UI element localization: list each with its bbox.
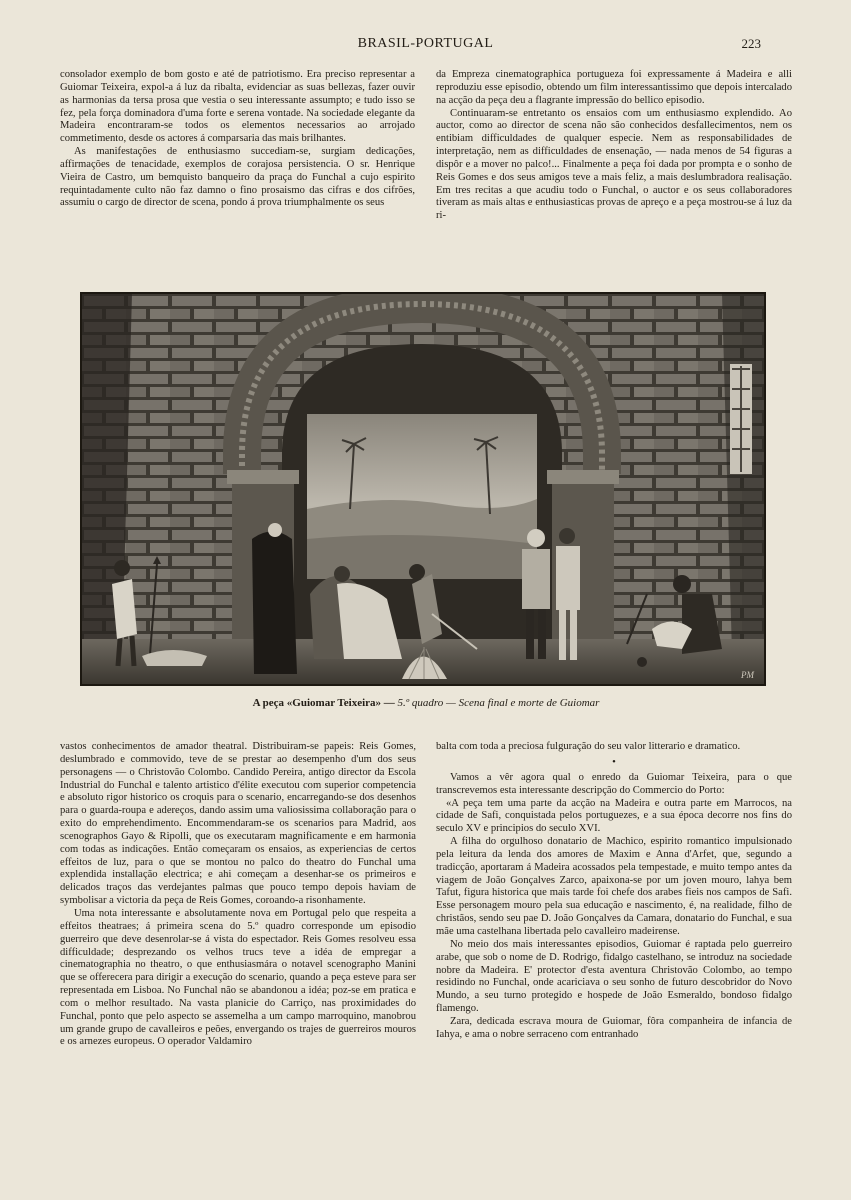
caption-description: 5.º quadro — Scena final e morte de Guiomar — [394, 697, 600, 709]
paragraph: As manifestações de enthusiasmo succediam-se, surgiam dedicações, affirmações de tenacidade, exemplos de corajosa persistencia. O sr. Henrique Vieira de Castro, um bemquisto banqueiro da praça do Funchal a cujo espirito requintadamente culto não faz damno o fino prosaismo das cifras e dos cifrões, assumiu o cargo de director de scena, pondo á prova triumphalmente os seus — [60, 146, 415, 209]
caption-title: A peça «Guiomar Teixeira» — — [252, 697, 395, 709]
paragraph: da Empreza cinematographica portugueza foi expressamente á Madeira e alli reproduziu esse episodio, obtendo um film interessantissimo que depois intercalado na acção da peça deu a flagrante impressão do bellico episodio. — [436, 69, 792, 106]
paragraph: Vamos a vêr agora qual o enredo da Guiomar Teixeira, para o que transcrevemos esta interessante descripção do Commercio do Porto: — [436, 771, 792, 796]
running-title: BRASIL-PORTUGAL — [357, 36, 494, 51]
svg-text:PM: PM — [741, 670, 754, 680]
stage-scene-image — [82, 294, 764, 684]
section-separator: • — [612, 756, 616, 768]
column-bottom-right — [436, 741, 792, 1153]
photo-caption — [60, 697, 792, 709]
page-number: 223 — [741, 36, 761, 51]
paragraph: vastos conhecimentos de amador theatral. Distribuiram-se papeis: Reis Gomes, deslumbrado e commovido, teve de se prestar ao desempenho d'um dos seus personagens — o Christovão Colombo. Candido Pereira, antigo director da Escola Industrial do Funchal e talento artistico d'élite executou com superior competencia e absoluto rigor historico os croquis para o scenario, encarregando-se dos desenhos para o guarda-roupa e adereços, dando assim uma valiosissima collaboração para o exito do emprehendimento. Encommendaram-se os scenarios para Madrid, aos scenographos Gayo & Ripolli, que os executaram magnificamente e em harmonia com todas as indicações. Então começaram os ensaios, as experiencias de certos effeitos de luz, para o que se montou no palco do theatro do Funchal uma explendida installação electrica; e ahi começam a desenhar-se os primeiros e delicados traços das verdejantes palmas que pouco tempo depois haviam de symbolisar a victoria da peça de Reis Gomes, coroando-a risonhamente. — [60, 741, 416, 907]
paragraph: No meio dos mais interessantes episodios, Guiomar é raptada pelo guerreiro arabe, que sob o nome de D. Rodrigo, fidalgo castelhano, se introduz na sociedade nobre da Madeira. E' protector d'esta aventura Christovão Colombo, ao tempo residindo no Funchal, onde acariciava o seu sonho de futuro descobridor do Novo Mundo, a seu turno protegido e hospede de João Esmeraldo, bondoso fidalgo flamengo. — [436, 938, 792, 1015]
column-top-left — [60, 69, 415, 269]
paragraph: Zara, dedicada escrava moura de Guiomar, fôra companheira de infancia de Iahya, e ama o nobre serraceno com entranhado — [436, 1015, 792, 1040]
paragraph: A filha do orgulhoso donatario de Machico, espirito romantico impulsionado pela leitura da lenda dos amores de Maxim e Anna d'Arfet, que, segundo a tradicção, aportaram á Madeira acossados pela tempestade, e muito tempo antes da viagem de João Gonçalves Zarco, apaixona-se por um joven mouro, lahya bem Tafut, figura historica que mais tarde foi chefe dos arabes fieis nos campos de Safi. Esse personagem mouro pela sua educação e nascimento, é, na realidade, filho de christãos, sendo seu pae D. João Gonçalves da Camara, donatario do Funchal, e sua mãe uma castelhana libertada pelo cavalleiro madeirense. — [436, 836, 792, 937]
paragraph: balta com toda a preciosa fulguração do seu valor litterario e dramatico. — [436, 741, 741, 752]
paragraph: Uma nota interessante e absolutamente nova em Portugal pelo que respeita a effeitos theatraes; á primeira scena do 5.º quadro corresponde um episodio guerreiro que deve desenrolar-se á vista do espectador. Reis Gomes resolveu essa difficuldade; desprezando os velhos trucs teve a idéa de empregar a cinematographia no theatro, o que enthusiasmára o notavel scenographo Manini que se offerecera para dirigir a execução do scenario, quando a peça esteve para ser representada em Lisboa. No Funchal não se abandonou a idéa; poz-se em pratica e com o melhor resultado. Na vasta planicie do Carriço, nas proximidades do Funchal, ponto que pelo aspecto se assemelha a um campo marroquino, manobrou um grande grupo de cavalleiros e peões, envergando os trajes de guerreiros mouros e os arnezes europeus. O operador Valdamiro — [60, 907, 416, 1048]
paragraph: «A peça tem uma parte da acção na Madeira e outra parte em Marrocos, na cidade de Safi, conquistada pelos portuguezes, e a sua época decorre nos fins do seculo XV e principios do seculo XVI. — [436, 797, 792, 835]
running-head — [0, 36, 851, 54]
column-bottom-left — [60, 741, 416, 1153]
paragraph: Continuaram-se entretanto os ensaios com um enthusiasmo explendido. Ao auctor, como ao director de scena não são conhecidos desfallecimentos, nem os entibiam difficuldades de qualquer especie. Nem as responsabilidades de interpretação, nem as difficuldades de ensenação, — nada menos de 54 figuras a dispôr e a mover no palco!... Finalmente a peça foi dada por prompta e o sonho de Reis Gomes e dos seus amigos teve a mais feliz, a mais deslumbradora realisação. Em tres recitas a que acudiu todo o Funchal, o auctor e os seus collaboradores tiveram as mais altas e enthusiasticas provas de apreço e a peça mostrou-se á luz da ri- — [436, 107, 792, 222]
paragraph: consolador exemplo de bom gosto e até de patriotismo. Era preciso representar a Guiomar Teixeira, expol-a á luz da ribalta, evidenciar as suas bellezas, fazer ouvir as harmonias da tersa prosa que vestia o seu interessante assumpto; e tudo isso se fez, pela força dominadora d'uma forte e serena vontade. Na sociedade elegante da Madeira encontraram-se todos os elementos necessarios ao arrojado commetimento, desde os actores á comparsaria das mais brilhantes. — [60, 69, 415, 145]
stage-photograph — [80, 292, 766, 686]
column-top-right — [436, 69, 792, 269]
